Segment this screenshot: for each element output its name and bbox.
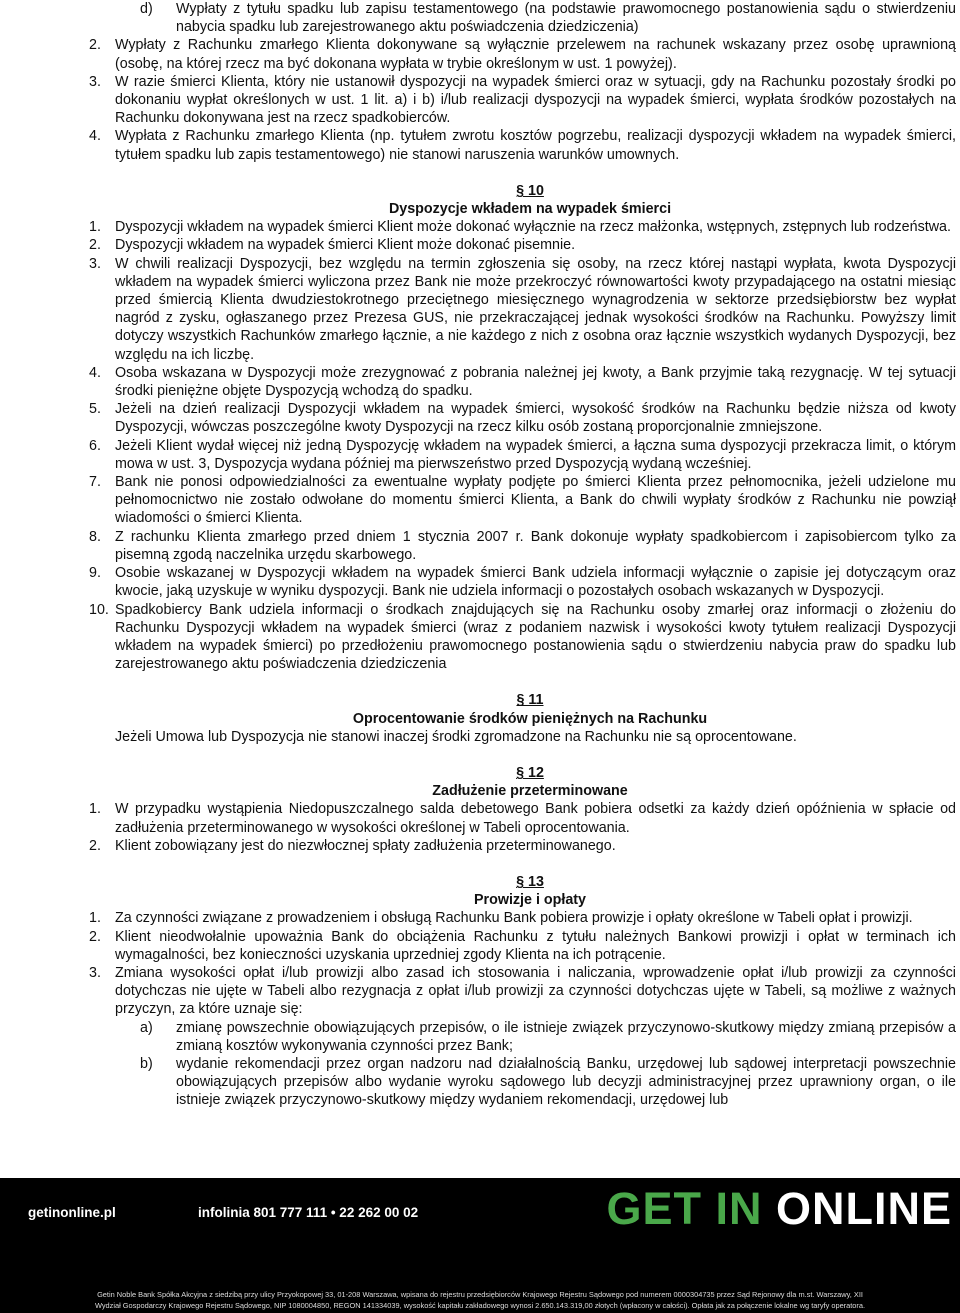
list-item-text: Jeżeli Klient wydał więcej niż jedną Dyspozycję wkładem na wypadek śmierci, a łączna suma dyspozycji przekracza limit, o którym mowa w ust. 3, Dyspozycja wydana później ma pierwszeństwo przed Dyspozycją wydaną wcześniej. bbox=[115, 437, 956, 472]
paragraph bbox=[0, 728, 960, 746]
list-item-number: 7. bbox=[89, 474, 101, 491]
legal-line-2: Wydział Gospodarczy Krajowego Rejestru Sądowego, NIP 1080004850, REGON 141334039, wysokość kapitału zakładowego wynosi 2.650.143.319,00 złotych (wpłacony w całości). Opłata jak za połączenie lokalne wg taryfy operatora. bbox=[94, 1301, 866, 1310]
list-item-text: W przypadku wystąpienia Niedopuszczalnego salda debetowego Bank pobiera odsetki za każdy dzień opóźnienia w spłacie od zadłużenia przeterminowanego w wysokości określonej w Tabeli oprocentowania. bbox=[115, 801, 956, 836]
list-item-number: 3. bbox=[89, 964, 101, 981]
spacer bbox=[0, 855, 960, 873]
list-item bbox=[0, 601, 960, 674]
list-item-text: Jeżeli Umowa lub Dyspozycja nie stanowi inaczej środki zgromadzone na Rachunku nie są oprocentowane. bbox=[115, 728, 797, 745]
list-item-text: Dyspozycji wkładem na wypadek śmierci Klient może dokonać wyłącznie na rzecz małżonka, wstępnych, zstępnych lub rodzeństwa. bbox=[115, 219, 951, 236]
list-item bbox=[0, 437, 960, 473]
list-item-text: Wypłaty z tytułu spadku lub zapisu testamentowego (na podstawie prawomocnego postanowienia sądu o stwierdzeniu nabycia spadku lub zarejestrowanego aktu poświadczenia dziedziczenia) bbox=[176, 1, 956, 36]
list-item-number: 1. bbox=[89, 219, 101, 236]
list-item bbox=[0, 800, 960, 836]
section-number: § 10 bbox=[516, 182, 544, 199]
list-item bbox=[0, 564, 960, 600]
list-item-text: Spadkobiercy Bank udziela informacji o środkach znajdujących się na Rachunku osoby zmarłej oraz informacji o złożeniu do Rachunku Dyspozycji wkładem na wypadek śmierci (wraz z podaniem nazwisk i wysokości kwoty tytułem realizacji Dyspozycji wkładem na wypadek śmierci) po przedłożeniu prawomocnego postanowienia sądu o stwierdzeniu nabycia praw do spadku lub zarejestrowanego aktu poświadczenia dziedziczenia bbox=[115, 601, 956, 673]
list-item-number: 3. bbox=[89, 73, 101, 90]
list-item bbox=[0, 255, 960, 364]
footer-legal-notice bbox=[0, 1289, 960, 1311]
section-title: Dyspozycje wkładem na wypadek śmierci bbox=[388, 201, 672, 218]
spacer bbox=[0, 746, 960, 764]
list-item-number: 2. bbox=[89, 928, 101, 945]
list-item bbox=[0, 964, 960, 1019]
list-item bbox=[0, 73, 960, 128]
list-item-number: 4. bbox=[89, 128, 101, 145]
list-item bbox=[0, 127, 960, 163]
legal-line-1: Getin Noble Bank Spółka Akcyjna z siedzibą przy ulicy Przyokopowej 33, 01-208 Warszawa, wpisana do rejestru przedsiębiorców Krajowego Rejestru Sądowego pod numerem 0000304735 przez Sąd Rejonowy dla m.st. Warszawy, XII bbox=[97, 1290, 863, 1299]
section-title-row bbox=[0, 891, 960, 909]
list-item bbox=[0, 218, 960, 236]
list-item bbox=[0, 528, 960, 564]
list-item-number: 4. bbox=[89, 364, 101, 381]
spacer bbox=[0, 164, 960, 182]
list-item-number: 5. bbox=[89, 401, 101, 418]
list-item-number: 8. bbox=[89, 528, 101, 545]
section-title-row bbox=[0, 200, 960, 218]
list-item bbox=[0, 928, 960, 964]
list-item bbox=[0, 0, 960, 36]
list-item-text: Osoba wskazana w Dyspozycji może zrezygnować z pobrania należnej jej kwoty, a Bank przyjmie taką rezygnację. W tej sytuacji środki pieniężne objęte Dyspozycją wchodzą do spadku. bbox=[115, 364, 956, 400]
footer-banner bbox=[0, 1178, 960, 1313]
footer-website[interactable]: getinonline.pl bbox=[28, 1205, 116, 1220]
list-item-text: Wypłaty z Rachunku zmarłego Klienta dokonywane są wyłącznie przelewem na rachunek wskazany przez osobę uprawnioną (osobę, na której rzecz ma być dokonana wypłata w trybie określonym w ust. 1 powyżej). bbox=[115, 37, 956, 72]
list-item-number: 9. bbox=[89, 565, 101, 582]
list-item bbox=[0, 837, 960, 855]
list-item-number: a) bbox=[140, 1019, 153, 1036]
list-item-number: 1. bbox=[89, 801, 101, 818]
list-item bbox=[0, 1055, 960, 1110]
list-item-number: 2. bbox=[89, 37, 101, 54]
section-number-row bbox=[0, 691, 960, 709]
brand-logo bbox=[606, 1183, 952, 1235]
list-item-text: W razie śmierci Klienta, który nie ustanowił dyspozycji na wypadek śmierci oraz w sytuacji, gdy na Rachunku pozostały środki po dokonaniu wypłat określonych w ust. 1 lit. a) i b) i/lub realizacji dyspozycji na wypadek śmierci, wypłata środków pozostałych na Rachunku dokonywana jest na rzecz spadkobierców. bbox=[115, 73, 956, 127]
list-item-text: W chwili realizacji Dyspozycji, bez względu na termin zgłoszenia się osoby, na rzecz której nastąpi wypłata, kwota Dyspozycji wkładem na wypadek śmierci wyliczona przez Bank nie może przekroczyć równowartości kwoty przypadającego na ostatni miesiąc przed śmiercią Klienta dwudziestokrotnego przeciętnego miesięcznego wynagrodzenia w sektorze przedsiębiorstw bez wypłat nagród z zysku, ogłaszanego przez Prezesa GUS, nie przekraczającej jednak wysokości środków na Rachunku. Powyższy limit dotyczy wszystkich Rachunków zmarłego łącznie, a nie każdego z nich z osobna oraz łącznie wszystkich wydanych Dyspozycji, bez względu na ich liczbę. bbox=[115, 255, 956, 363]
list-item-text: Zmiana wysokości opłat i/lub prowizji albo zasad ich stosowania i naliczania, wprowadzenie opłat i/lub prowizji za czynności dotychczas nie ujęte w Tabeli albo rezygnacja z opłat i/lub prowizji za czynności dotychczas ujęte w Tabeli, są możliwe z ważnych przyczyn, za które uznaje się: bbox=[115, 964, 956, 1018]
list-item-text: Klient nieodwołalnie upoważnia Bank do obciążenia Rachunku z tytułu należnych Bankowi prowizji i opłat w terminach ich wymagalności, bez konieczności uzyskania uprzedniej zgody Klienta na ich potrącenie. bbox=[115, 928, 956, 963]
list-item-text: Klient zobowiązany jest do niezwłocznej spłaty zadłużenia przeterminowanego. bbox=[115, 837, 616, 854]
section-number: § 13 bbox=[516, 873, 544, 890]
list-item-text: Bank nie ponosi odpowiedzialności za ewentualne wypłaty podjęte po śmierci Klienta przez pełnomocnika, jeżeli udzielone mu pełnomocnictwo nie zostało odwołane do momentu śmierci Klienta, a Bank do chwili wypłaty środków z Rachunku nie powziął wiadomości o śmierci Klienta. bbox=[115, 474, 956, 527]
list-item bbox=[0, 36, 960, 72]
section-title: Zadłużenie przeterminowane bbox=[432, 783, 628, 800]
spacer bbox=[0, 673, 960, 691]
list-item-number: 2. bbox=[89, 237, 101, 254]
section-number-row bbox=[0, 764, 960, 782]
section-number: § 12 bbox=[516, 764, 544, 781]
list-item bbox=[0, 364, 960, 400]
list-item-number: 6. bbox=[89, 437, 101, 454]
list-item-text: zmianę powszechnie obowiązujących przepisów, o ile istnieje związek przyczynowo-skutkowy między zmianą przepisów a zmianą kosztów wykonywania czynności przez Bank; bbox=[176, 1019, 956, 1054]
list-item bbox=[0, 236, 960, 254]
footer-hotline: infolinia 801 777 111 • 22 262 00 02 bbox=[198, 1205, 419, 1220]
list-item-text: wydanie rekomendacji przez organ nadzoru nad działalnością Banku, urzędowej lub sądowej interpretacji powszechnie obowiązujących przepisów albo wydanie wyroku sądowego lub decyzji administracyjnej przez uprawniony organ, o ile istnieje związek przyczynowo-skutkowy między wydaniem rekomendacji, urzędowej lub bbox=[176, 1055, 956, 1109]
list-item-text: Osobie wskazanej w Dyspozycji wkładem na wypadek śmierci Bank udziela informacji wyłącznie o zapisie jej dotyczącym oraz kwocie, jaką uzyskuje w wyniku dyspozycji. Bank nie udziela informacji o pozostałych osobach wskazanych w Dyspozycji. bbox=[115, 565, 956, 600]
section-number-row bbox=[0, 873, 960, 891]
list-item-number: 3. bbox=[89, 255, 101, 272]
list-item-number: 2. bbox=[89, 837, 101, 854]
list-item-text: Jeżeli na dzień realizacji Dyspozycji wkładem na wypadek śmierci, wysokość środków na Rachunku będzie niższa od kwoty Dyspozycji, wówczas poszczególne kwoty Dyspozycji na rzecz kilku osób zostaną proporcjonalnie zmniejszone. bbox=[115, 401, 956, 436]
logo-part-get-in: GET IN bbox=[606, 1183, 763, 1234]
list-item bbox=[0, 909, 960, 927]
list-item bbox=[0, 1019, 960, 1055]
list-item bbox=[0, 400, 960, 436]
list-item-text: Dyspozycji wkładem na wypadek śmierci Klient może dokonać pisemnie. bbox=[115, 237, 576, 254]
list-item-number: b) bbox=[140, 1055, 153, 1072]
list-item-text: Z rachunku Klienta zmarłego przed dniem 1 stycznia 2007 r. Bank dokonuje wypłaty spadkobiercom i zapisobiercom tylko za pisemną zgodą naczelnika urzędu skarbowego. bbox=[115, 528, 956, 563]
section-title-row bbox=[0, 782, 960, 800]
section-number-row bbox=[0, 182, 960, 200]
list-item-text: Za czynności związane z prowadzeniem i obsługą Rachunku Bank pobiera prowizje i opłaty określone w Tabeli opłat i prowizji. bbox=[115, 910, 913, 927]
section-title: Oprocentowanie środków pieniężnych na Rachunku bbox=[352, 710, 708, 727]
list-item-text: Wypłata z Rachunku zmarłego Klienta (np. tytułem zwrotu kosztów pogrzebu, realizacji dyspozycji wkładem na wypadek śmierci, tytułem spadku lub zapis testamentowego) nie stanowi naruszenia warunków umownych. bbox=[115, 128, 956, 163]
section-number: § 11 bbox=[516, 692, 544, 709]
section-title-row bbox=[0, 710, 960, 728]
list-item-number: d) bbox=[140, 1, 153, 17]
section-title: Prowizje i opłaty bbox=[473, 892, 586, 909]
logo-part-online: ONLINE bbox=[775, 1183, 952, 1234]
list-item-number: 10. bbox=[89, 601, 109, 618]
list-item-number: 1. bbox=[89, 910, 101, 927]
list-item bbox=[0, 473, 960, 528]
